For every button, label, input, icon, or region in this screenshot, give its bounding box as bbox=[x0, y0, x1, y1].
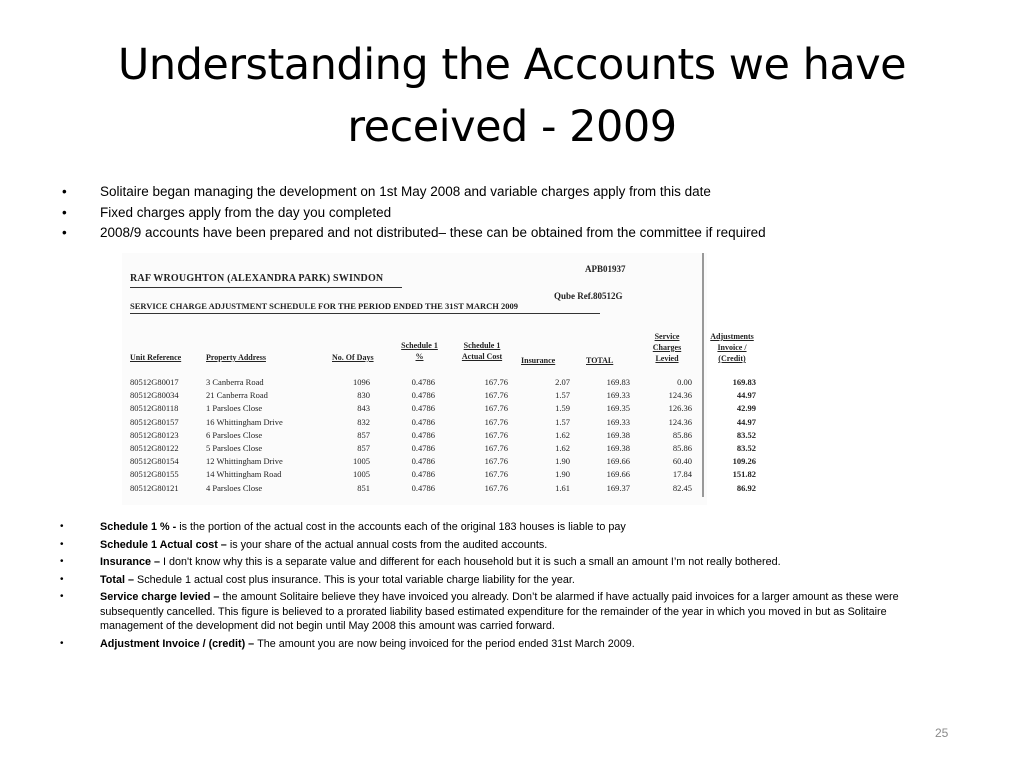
cell-schedule-cost: 167.76 bbox=[484, 390, 508, 401]
definition-term: Service charge levied – bbox=[100, 591, 223, 603]
cell-schedule-cost: 167.76 bbox=[484, 403, 508, 414]
slide-title-line-1: Understanding the Accounts we have bbox=[117, 40, 907, 90]
cell-levied: 85.86 bbox=[672, 443, 692, 453]
definition-text: I don't know why this is a separate value and different for each household but it is such a small an amount I’m not really bothered. bbox=[163, 556, 781, 568]
cell-address: 1 Parsloes Close bbox=[206, 403, 263, 414]
definition-term: Schedule 1 % - bbox=[100, 521, 180, 533]
cell-insurance: 1.61 bbox=[555, 482, 570, 493]
cell-schedule-cost: 167.76 bbox=[484, 416, 508, 427]
cell-schedule-pct: 0.4786 bbox=[411, 390, 435, 401]
cell-address: 4 Parsloes Close bbox=[206, 482, 263, 493]
cell-address: 12 Whittingham Drive bbox=[206, 456, 283, 467]
col-header-total: TOTAL bbox=[586, 356, 614, 365]
cell-schedule-cost: 167.76 bbox=[484, 482, 508, 493]
page-number: 25 bbox=[935, 726, 949, 740]
table-row bbox=[122, 377, 762, 390]
heading-underline bbox=[130, 287, 402, 288]
definition-text: the amount Solitaire believe they have invoiced you already. Don’t be alarmed if have actually paid invoices for a larger amount as these were subsequently cancelled. This figure is believed to a prorated liability based estimated expenditure for the remainder of the year in which you moved in but as Solitaire management of the development did not begin until May 2008 this amount was carried forward. bbox=[100, 591, 899, 632]
cell-unit-ref: 80512G80155 bbox=[130, 469, 179, 480]
table-row bbox=[122, 483, 762, 496]
col-header-address: Property Address bbox=[206, 353, 266, 362]
cell-unit-ref: 80512G80121 bbox=[130, 482, 179, 493]
cell-total: 169.33 bbox=[606, 416, 630, 427]
col-header-adjustment bbox=[700, 331, 764, 364]
qube-reference: Qube Ref.80512G bbox=[554, 291, 623, 301]
cell-insurance: 1.90 bbox=[555, 456, 570, 467]
cell-schedule-cost: 167.76 bbox=[484, 469, 508, 480]
table-row bbox=[122, 403, 762, 416]
cell-levied: 17.84 bbox=[672, 469, 692, 480]
cell-address: 6 Parsloes Close bbox=[206, 429, 263, 440]
cell-levied: 124.36 bbox=[668, 390, 692, 401]
cell-adjustment: 44.97 bbox=[736, 416, 756, 427]
table-row bbox=[122, 456, 762, 469]
col-header-adjustment-line-3: (Credit) bbox=[718, 354, 746, 363]
cell-address: 21 Canberra Road bbox=[206, 390, 268, 401]
cell-unit-ref: 80512G80157 bbox=[130, 416, 179, 427]
cell-insurance: 1.62 bbox=[555, 443, 570, 453]
cell-insurance: 1.57 bbox=[555, 390, 570, 401]
bullet-item: • Solitaire began managing the development on 1st May 2008 and variable charges apply from this date bbox=[60, 182, 960, 203]
col-header-adjustment-line-1: Adjustments bbox=[710, 332, 754, 341]
cell-levied: 0.00 bbox=[677, 377, 692, 387]
cell-insurance: 1.59 bbox=[555, 403, 570, 414]
definition-item bbox=[60, 538, 950, 553]
cell-schedule-pct: 0.4786 bbox=[411, 456, 435, 467]
cell-total: 169.38 bbox=[606, 443, 630, 453]
cell-unit-ref: 80512G80123 bbox=[130, 429, 179, 440]
cell-unit-ref: 80512G80017 bbox=[130, 377, 179, 387]
cell-days: 1005 bbox=[353, 469, 370, 480]
definition-item bbox=[60, 555, 950, 570]
cell-address: 3 Canberra Road bbox=[206, 377, 264, 387]
definition-term: Insurance – bbox=[100, 556, 164, 568]
apb-reference: APB01937 bbox=[585, 264, 626, 274]
cell-adjustment: 44.97 bbox=[736, 390, 756, 401]
cell-schedule-pct: 0.4786 bbox=[411, 482, 435, 493]
table-row bbox=[122, 430, 762, 443]
col-header-schedule-cost-line-2: Actual Cost bbox=[461, 352, 503, 361]
cell-schedule-pct: 0.4786 bbox=[411, 403, 435, 414]
cell-days: 1096 bbox=[353, 377, 370, 387]
cell-unit-ref: 80512G80122 bbox=[130, 443, 179, 453]
definition-text: is the portion of the actual cost in the accounts each of the original 183 houses is liable to pay bbox=[179, 521, 626, 533]
cell-levied: 82.45 bbox=[672, 482, 692, 493]
col-header-levied-line-3: Levied bbox=[655, 354, 679, 363]
cell-levied: 124.36 bbox=[668, 416, 692, 427]
definition-text: Schedule 1 actual cost plus insurance. This is your total variable charge liability for the year. bbox=[137, 573, 575, 586]
definition-item bbox=[60, 590, 950, 634]
definition-term: Total – bbox=[100, 573, 137, 586]
cell-days: 851 bbox=[357, 482, 370, 493]
cell-unit-ref: 80512G80034 bbox=[130, 390, 179, 401]
cell-total: 169.38 bbox=[606, 429, 630, 440]
slide-title-line-2: received - 2009 bbox=[347, 102, 677, 152]
col-header-adjustment-line-2: Invoice / bbox=[717, 343, 747, 352]
cell-schedule-cost: 167.76 bbox=[484, 456, 508, 467]
cell-total: 169.66 bbox=[606, 456, 630, 467]
cell-schedule-pct: 0.4786 bbox=[411, 469, 435, 480]
cell-adjustment: 151.82 bbox=[732, 469, 756, 480]
definition-term: Adjustment Invoice / (credit) – bbox=[100, 637, 258, 650]
scan-crop-edge bbox=[122, 497, 707, 505]
col-header-days: No. Of Days bbox=[332, 353, 374, 362]
cell-address: 16 Whittingham Drive bbox=[206, 416, 283, 427]
table-row bbox=[122, 390, 762, 403]
cell-total: 169.33 bbox=[606, 390, 630, 401]
schedule-heading: RAF WROUGHTON (ALEXANDRA PARK) SWINDON bbox=[130, 273, 384, 284]
cell-days: 843 bbox=[357, 403, 370, 414]
subheading-underline bbox=[130, 313, 600, 314]
cell-adjustment: 83.52 bbox=[736, 429, 756, 440]
definition-term: Schedule 1 Actual cost – bbox=[100, 538, 230, 551]
table-row bbox=[122, 417, 762, 430]
table-row bbox=[122, 469, 762, 482]
cell-adjustment: 86.92 bbox=[736, 482, 756, 493]
definition-text: The amount you are now being invoiced for the period ended 31st March 2009. bbox=[257, 637, 635, 650]
col-header-schedule-cost bbox=[452, 340, 512, 362]
cell-insurance: 2.07 bbox=[555, 377, 570, 387]
col-header-levied-line-1: Service bbox=[654, 332, 680, 341]
cell-days: 832 bbox=[357, 416, 370, 427]
cell-schedule-cost: 167.76 bbox=[484, 429, 508, 440]
cell-days: 857 bbox=[357, 443, 370, 453]
cell-adjustment: 83.52 bbox=[736, 443, 756, 453]
definitions-list bbox=[60, 520, 950, 654]
col-header-schedule-pct bbox=[392, 340, 447, 362]
cell-schedule-cost: 167.76 bbox=[484, 443, 508, 453]
cell-total: 169.35 bbox=[606, 403, 630, 414]
cell-levied: 60.40 bbox=[672, 456, 692, 467]
cell-address: 14 Whittingham Road bbox=[206, 469, 282, 480]
schedule-subheading: SERVICE CHARGE ADJUSTMENT SCHEDULE FOR THE PERIOD ENDED THE 31ST MARCH 2009 bbox=[130, 301, 519, 311]
bullet-item: • Fixed charges apply from the day you completed bbox=[60, 203, 960, 224]
definition-item bbox=[60, 637, 950, 652]
scanned-schedule-image bbox=[122, 253, 756, 503]
cell-insurance: 1.57 bbox=[555, 416, 570, 427]
slide-title bbox=[40, 34, 984, 158]
cell-address: 5 Parsloes Close bbox=[206, 443, 263, 453]
cell-schedule-pct: 0.4786 bbox=[411, 416, 435, 427]
bullet-item: • 2008/9 accounts have been prepared and not distributed– these can be obtained from the committee if required bbox=[60, 223, 960, 244]
cell-adjustment: 42.99 bbox=[736, 403, 756, 414]
cell-unit-ref: 80512G80118 bbox=[130, 403, 179, 414]
cell-unit-ref: 80512G80154 bbox=[130, 456, 179, 467]
cell-schedule-pct: 0.4786 bbox=[411, 377, 435, 387]
col-header-levied bbox=[642, 331, 692, 364]
col-header-unit-ref: Unit Reference bbox=[130, 353, 182, 362]
col-header-schedule-cost-line-1: Schedule 1 bbox=[463, 341, 501, 350]
cell-levied: 85.86 bbox=[672, 429, 692, 440]
definition-item bbox=[60, 573, 950, 588]
cell-insurance: 1.90 bbox=[555, 469, 570, 480]
cell-schedule-pct: 0.4786 bbox=[411, 443, 435, 453]
col-header-insurance: Insurance bbox=[521, 356, 556, 365]
col-header-schedule-pct-line-2: % bbox=[415, 352, 424, 361]
table-row bbox=[122, 443, 762, 456]
definition-item bbox=[60, 520, 950, 535]
top-bullet-list bbox=[60, 182, 960, 244]
col-header-levied-line-2: Charges bbox=[652, 343, 682, 352]
cell-schedule-pct: 0.4786 bbox=[411, 429, 435, 440]
cell-insurance: 1.62 bbox=[555, 429, 570, 440]
cell-days: 857 bbox=[357, 429, 370, 440]
cell-adjustment: 169.83 bbox=[732, 377, 756, 387]
cell-total: 169.66 bbox=[606, 469, 630, 480]
definition-text: is your share of the actual annual costs from the audited accounts. bbox=[229, 538, 548, 551]
cell-adjustment: 109.26 bbox=[732, 456, 756, 467]
cell-total: 169.37 bbox=[606, 482, 630, 493]
cell-schedule-cost: 167.76 bbox=[484, 377, 508, 387]
cell-total: 169.83 bbox=[606, 377, 630, 387]
cell-days: 830 bbox=[357, 390, 370, 401]
col-header-schedule-pct-line-1: Schedule 1 bbox=[401, 341, 438, 350]
cell-days: 1005 bbox=[353, 456, 370, 467]
cell-levied: 126.36 bbox=[668, 403, 692, 414]
